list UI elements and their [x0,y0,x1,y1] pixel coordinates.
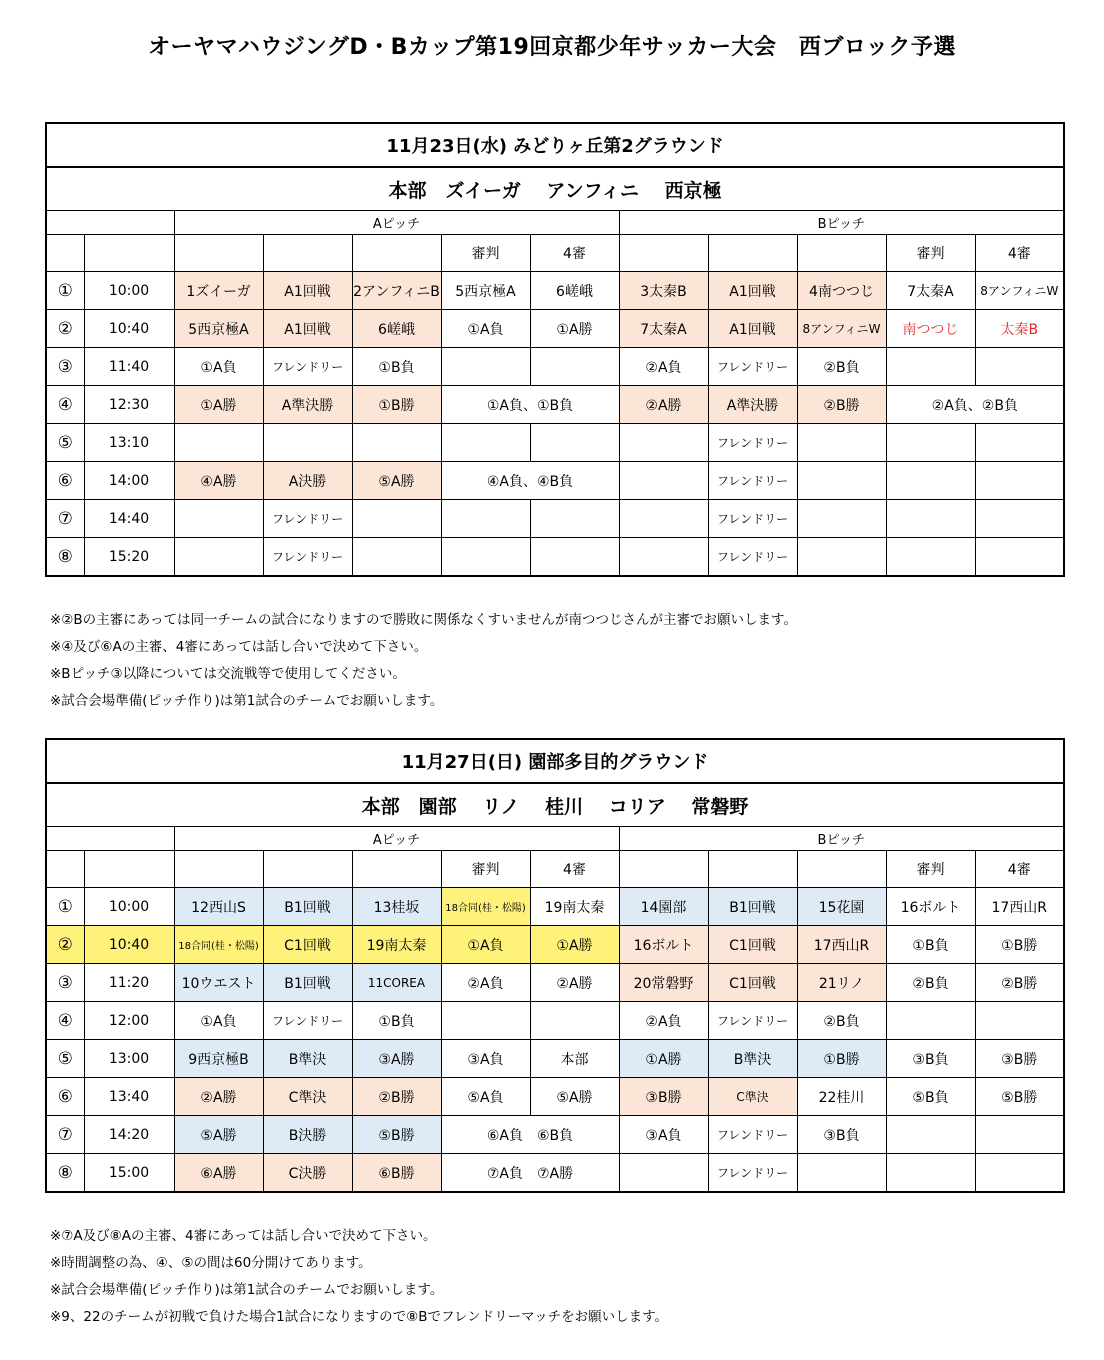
b-pitch-team-home: 14園部 [619,888,708,926]
b-pitch-team-home: ②A負 [619,348,708,386]
a-pitch-round: C準決 [263,1078,352,1116]
blank-cell [263,851,352,888]
b-pitch-round: A1回戦 [708,272,797,310]
match-row [46,310,1064,348]
column-header-row [46,235,1064,272]
kickoff-time: 10:00 [84,888,174,926]
note-line: ※試合会場準備(ピッチ作り)は第1試合のチームでお願いします。 [50,1282,444,1298]
kickoff-time: 14:40 [84,500,174,538]
a-pitch-referee: ③A負 [441,1040,530,1078]
b-pitch-referee: 16ボルト [886,888,975,926]
b-fourth-header: 4審 [975,235,1064,272]
b-pitch-fourth-official [975,500,1064,538]
b-pitch-round: A準決勝 [708,386,797,424]
kickoff-time: 10:40 [84,310,174,348]
b-pitch-referee [886,1154,975,1193]
note-line: ※⑦A及び⑧Aの主審、4審にあっては話し合いで決めて下さい。 [50,1228,437,1244]
kickoff-time: 11:40 [84,348,174,386]
a-pitch-team-away: 6嵯峨 [352,310,441,348]
b-pitch-team-away [797,538,886,577]
b-pitch-round: B1回戦 [708,888,797,926]
a-pitch-team-away: 19南太秦 [352,926,441,964]
match-row [46,1116,1064,1154]
a-pitch-officials: ①A負、①B負 [441,386,619,424]
a-pitch-team-home [174,500,263,538]
blank-cell [619,851,708,888]
b-pitch-team-away [797,462,886,500]
b-pitch-referee [886,462,975,500]
date-venue: 11月23日(水) みどりヶ丘第2グラウンド [46,123,1064,167]
a-pitch-team-home: ②A勝 [174,1078,263,1116]
a-pitch-fourth-official [530,500,619,538]
b-pitch-fourth-official [975,462,1064,500]
match-number: ② [46,310,84,348]
a-pitch-team-away: ②B勝 [352,1078,441,1116]
a-pitch-fourth-official: ⑤A勝 [530,1078,619,1116]
b-pitch-team-home: ②A勝 [619,386,708,424]
b-pitch-team-home: ②A負 [619,1002,708,1040]
a-pitch-team-home: 1ズイーガ [174,272,263,310]
a-pitch-round [263,424,352,462]
a-pitch-team-away: 13桂坂 [352,888,441,926]
a-pitch-referee: ①A負 [441,926,530,964]
match-row [46,1154,1064,1193]
match-row [46,1078,1064,1116]
match-row [46,1040,1064,1078]
b-pitch-round: C1回戦 [708,926,797,964]
a-pitch-round: B1回戦 [263,964,352,1002]
a-pitch-referee: 5西京極A [441,272,530,310]
match-row [46,926,1064,964]
b-pitch-team-away: 4南つつじ [797,272,886,310]
note-line: ※④及び⑥Aの主審、4審にあっては話し合いで決めて下さい。 [50,639,428,655]
a-pitch-team-away: ⑤B勝 [352,1116,441,1154]
a-pitch-round: B1回戦 [263,888,352,926]
b-pitch-referee: 南つつじ [886,310,975,348]
date-venue: 11月27日(日) 園部多目的グラウンド [46,739,1064,783]
a-referee-header: 審判 [441,851,530,888]
b-pitch-header: Bピッチ [619,827,1064,851]
b-referee-header: 審判 [886,851,975,888]
a-pitch-round: A1回戦 [263,310,352,348]
b-pitch-fourth-official: ⑤B勝 [975,1078,1064,1116]
blank-cell [619,235,708,272]
match-number: ④ [46,1002,84,1040]
a-pitch-team-away: ①B勝 [352,386,441,424]
kickoff-time: 12:00 [84,1002,174,1040]
a-pitch-referee: ①A負 [441,310,530,348]
a-pitch-round: A1回戦 [263,272,352,310]
blank-cell [174,851,263,888]
b-pitch-team-home: 3太秦B [619,272,708,310]
staff-row [46,167,1064,211]
b-pitch-fourth-official [975,424,1064,462]
b-pitch-round: B準決 [708,1040,797,1078]
b-pitch-referee: ②B負 [886,964,975,1002]
a-pitch-team-away [352,538,441,577]
a-pitch-officials: ④A負、④B負 [441,462,619,500]
a-pitch-referee [441,538,530,577]
kickoff-time: 13:40 [84,1078,174,1116]
b-pitch-team-home: ①A勝 [619,1040,708,1078]
kickoff-time: 10:00 [84,272,174,310]
b-pitch-round: C1回戦 [708,964,797,1002]
b-pitch-team-home [619,462,708,500]
match-row [46,462,1064,500]
a-pitch-team-away: ①B負 [352,348,441,386]
b-pitch-header: Bピッチ [619,211,1064,235]
a-pitch-referee: ⑤A負 [441,1078,530,1116]
kickoff-time: 10:40 [84,926,174,964]
b-pitch-fourth-official: 8アンフィニW [975,272,1064,310]
b-pitch-team-home: 16ボルト [619,926,708,964]
b-pitch-team-away: ②B勝 [797,386,886,424]
b-pitch-team-away [797,424,886,462]
b-pitch-round: A1回戦 [708,310,797,348]
b-pitch-team-away: ②B負 [797,1002,886,1040]
b-pitch-fourth-official [975,538,1064,577]
blank-cell [352,851,441,888]
a-pitch-round: A決勝 [263,462,352,500]
b-pitch-team-away: 8アンフィニW [797,310,886,348]
blank-cell [46,851,84,888]
a-pitch-fourth-official [530,538,619,577]
b-pitch-round: フレンドリー [708,538,797,577]
b-pitch-fourth-official [975,1002,1064,1040]
kickoff-time: 12:30 [84,386,174,424]
match-number: ④ [46,386,84,424]
b-pitch-fourth-official: ③B勝 [975,1040,1064,1078]
pitch-header-row [46,827,1064,851]
a-pitch-team-away: 2アンフィニB [352,272,441,310]
blank-cell [263,235,352,272]
b-pitch-team-away: 21リノ [797,964,886,1002]
match-row [46,424,1064,462]
blank-cell [708,851,797,888]
a-pitch-fourth-official: ①A勝 [530,310,619,348]
match-number: ② [46,926,84,964]
b-pitch-referee: ①B負 [886,926,975,964]
b-pitch-team-home: ③A負 [619,1116,708,1154]
a-pitch-referee: ②A負 [441,964,530,1002]
a-pitch-team-home: 18合同(桂・松陽) [174,926,263,964]
a-pitch-team-home [174,538,263,577]
a-pitch-round: フレンドリー [263,500,352,538]
a-pitch-team-away: 11COREA [352,964,441,1002]
b-pitch-team-home [619,538,708,577]
note-line: ※時間調整の為、④、⑤の間は60分開けてあります。 [50,1255,372,1271]
blank-cell [708,235,797,272]
b-pitch-team-home [619,500,708,538]
a-pitch-officials: ⑦A負 ⑦A勝 [441,1154,619,1193]
a-pitch-fourth-official [530,424,619,462]
a-pitch-team-home: ①A勝 [174,386,263,424]
b-pitch-round: C準決 [708,1078,797,1116]
b-fourth-header: 4審 [975,851,1064,888]
a-pitch-team-away: ③A勝 [352,1040,441,1078]
a-pitch-round: フレンドリー [263,1002,352,1040]
note-line: ※②Bの主審にあっては同一チームの試合になりますので勝敗に関係なくすいませんが南つつじさんが主審でお願いします。 [50,612,797,628]
b-pitch-team-away: ①B勝 [797,1040,886,1078]
b-pitch-referee [886,1002,975,1040]
b-pitch-team-home: 7太秦A [619,310,708,348]
match-row [46,272,1064,310]
b-pitch-team-away [797,500,886,538]
note-line: ※試合会場準備(ピッチ作り)は第1試合のチームでお願いします。 [50,693,444,709]
kickoff-time: 13:10 [84,424,174,462]
schedule-table-nov23 [45,122,1065,577]
a-pitch-round: C決勝 [263,1154,352,1193]
match-number: ⑥ [46,462,84,500]
a-pitch-fourth-official [530,348,619,386]
match-row [46,386,1064,424]
b-pitch-fourth-official [975,1116,1064,1154]
match-number: ⑤ [46,1040,84,1078]
match-number: ① [46,888,84,926]
b-pitch-team-away: ③B負 [797,1116,886,1154]
a-pitch-round: C1回戦 [263,926,352,964]
a-pitch-round: フレンドリー [263,348,352,386]
b-pitch-fourth-official [975,348,1064,386]
pitch-header-row [46,211,1064,235]
b-pitch-referee: ⑤B負 [886,1078,975,1116]
b-pitch-referee [886,1116,975,1154]
b-pitch-referee [886,500,975,538]
headquarters-staff: 本部 園部 リノ 桂川 コリア 常磐野 [46,783,1064,827]
match-number: ⑤ [46,424,84,462]
a-pitch-team-home: 12西山S [174,888,263,926]
a-pitch-team-home: ①A負 [174,1002,263,1040]
a-pitch-round: フレンドリー [263,538,352,577]
a-pitch-fourth-official: 6嵯峨 [530,272,619,310]
b-pitch-referee [886,538,975,577]
a-pitch-round: B決勝 [263,1116,352,1154]
b-pitch-officials: ②A負、②B負 [886,386,1064,424]
b-pitch-team-home [619,1154,708,1193]
a-pitch-fourth-official [530,1002,619,1040]
note-line: ※Bピッチ③以降については交流戦等で使用してください。 [50,666,406,682]
a-pitch-team-home: 10ウエスト [174,964,263,1002]
b-pitch-team-away [797,1154,886,1193]
a-pitch-fourth-official: 本部 [530,1040,619,1078]
date-row [46,123,1064,167]
a-pitch-fourth-official: 19南太秦 [530,888,619,926]
b-pitch-referee: ③B負 [886,1040,975,1078]
b-pitch-round: フレンドリー [708,1154,797,1193]
a-pitch-team-away: ①B負 [352,1002,441,1040]
match-number: ① [46,272,84,310]
a-pitch-team-away [352,424,441,462]
blank-cell [174,235,263,272]
column-header-row [46,851,1064,888]
note-line: ※9、22のチームが初戦で負けた場合1試合になりますので⑧Bでフレンドリーマッチをお願いします。 [50,1309,669,1325]
b-pitch-team-away: ②B負 [797,348,886,386]
b-referee-header: 審判 [886,235,975,272]
b-pitch-referee [886,424,975,462]
b-pitch-round: フレンドリー [708,1002,797,1040]
b-pitch-team-away: 15花園 [797,888,886,926]
blank-cell [46,827,174,851]
blank-cell [352,235,441,272]
a-pitch-team-home: 9西京極B [174,1040,263,1078]
a-pitch-referee [441,348,530,386]
match-row [46,538,1064,577]
b-pitch-fourth-official: 17西山R [975,888,1064,926]
kickoff-time: 14:20 [84,1116,174,1154]
kickoff-time: 15:00 [84,1154,174,1193]
blank-cell [46,235,84,272]
a-pitch-referee [441,424,530,462]
match-number: ⑦ [46,500,84,538]
b-pitch-fourth-official: ①B勝 [975,926,1064,964]
match-row [46,888,1064,926]
b-pitch-fourth-official [975,1154,1064,1193]
b-pitch-team-home [619,424,708,462]
a-pitch-header: Aピッチ [174,211,619,235]
blank-cell [46,211,174,235]
a-pitch-team-home [174,424,263,462]
kickoff-time: 11:20 [84,964,174,1002]
a-pitch-fourth-official: ①A勝 [530,926,619,964]
a-pitch-team-home: ④A勝 [174,462,263,500]
match-row [46,348,1064,386]
b-pitch-round: フレンドリー [708,424,797,462]
match-row [46,500,1064,538]
b-pitch-round: フレンドリー [708,348,797,386]
a-pitch-team-home: ⑤A勝 [174,1116,263,1154]
headquarters-staff: 本部 ズイーガ アンフィニ 西京極 [46,167,1064,211]
a-pitch-team-home: ⑥A勝 [174,1154,263,1193]
match-row [46,964,1064,1002]
match-number: ⑧ [46,1154,84,1193]
a-fourth-header: 4審 [530,235,619,272]
kickoff-time: 15:20 [84,538,174,577]
a-pitch-header: Aピッチ [174,827,619,851]
match-number: ⑦ [46,1116,84,1154]
a-pitch-round: A準決勝 [263,386,352,424]
blank-cell [797,235,886,272]
notes-nov23 [50,607,797,715]
date-row [46,739,1064,783]
match-number: ⑥ [46,1078,84,1116]
a-pitch-referee: 18合同(桂・松陽) [441,888,530,926]
a-pitch-referee [441,1002,530,1040]
match-number: ③ [46,348,84,386]
b-pitch-referee [886,348,975,386]
a-pitch-team-home: ①A負 [174,348,263,386]
a-fourth-header: 4審 [530,851,619,888]
blank-cell [84,851,174,888]
schedule-table-nov27 [45,738,1065,1193]
a-pitch-team-away [352,500,441,538]
a-referee-header: 審判 [441,235,530,272]
notes-nov27 [50,1223,668,1331]
b-pitch-team-home: 20常磐野 [619,964,708,1002]
match-row [46,1002,1064,1040]
kickoff-time: 13:00 [84,1040,174,1078]
a-pitch-officials: ⑥A負 ⑥B負 [441,1116,619,1154]
a-pitch-fourth-official: ②A勝 [530,964,619,1002]
b-pitch-team-home: ③B勝 [619,1078,708,1116]
a-pitch-team-away: ⑤A勝 [352,462,441,500]
b-pitch-round: フレンドリー [708,462,797,500]
a-pitch-round: B準決 [263,1040,352,1078]
b-pitch-fourth-official: ②B勝 [975,964,1064,1002]
b-pitch-referee: 7太秦A [886,272,975,310]
match-number: ③ [46,964,84,1002]
a-pitch-team-away: ⑥B勝 [352,1154,441,1193]
staff-row [46,783,1064,827]
b-pitch-team-away: 17西山R [797,926,886,964]
match-number: ⑧ [46,538,84,577]
b-pitch-round: フレンドリー [708,500,797,538]
blank-cell [84,235,174,272]
a-pitch-referee [441,500,530,538]
a-pitch-team-home: 5西京極A [174,310,263,348]
blank-cell [797,851,886,888]
b-pitch-round: フレンドリー [708,1116,797,1154]
kickoff-time: 14:00 [84,462,174,500]
b-pitch-fourth-official: 太秦B [975,310,1064,348]
document-title: オーヤマハウジングD・Bカップ第19回京都少年サッカー大会 西ブロック予選 [148,35,956,60]
b-pitch-team-away: 22桂川 [797,1078,886,1116]
